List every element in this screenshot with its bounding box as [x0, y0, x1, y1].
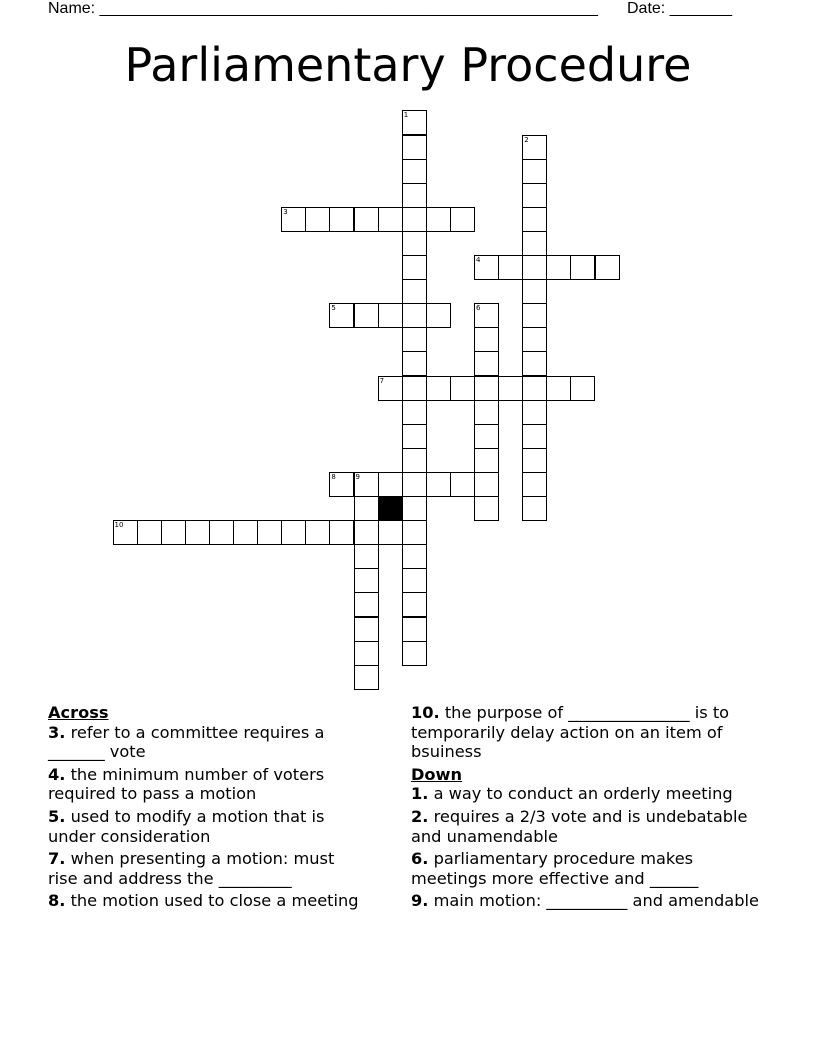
clue-number: 7. — [48, 849, 66, 869]
crossword-cell[interactable] — [474, 496, 499, 521]
crossword-cell[interactable] — [522, 135, 547, 160]
clue-across-5 — [48, 807, 368, 846]
clue-number-label: 6 — [476, 304, 481, 313]
crossword-cell[interactable] — [426, 303, 451, 328]
crossword-cell[interactable] — [378, 303, 403, 328]
clue-number-label: 5 — [331, 304, 336, 313]
crossword-cell[interactable] — [522, 448, 547, 473]
crossword-cell[interactable] — [402, 303, 427, 328]
clue-across-3 — [48, 723, 368, 762]
clue-number-label: 9 — [355, 472, 360, 481]
crossword-cell[interactable] — [354, 303, 379, 328]
clue-text: parliamentary procedure makes meetings more effective and ______ — [411, 849, 699, 888]
crossword-cell[interactable] — [570, 376, 595, 401]
clue-number: 9. — [411, 891, 429, 911]
crossword-cell[interactable] — [402, 351, 427, 376]
crossword-cell[interactable] — [426, 207, 451, 232]
clue-number: 4. — [48, 764, 66, 784]
crossword-cell[interactable] — [402, 159, 427, 184]
crossword-cell[interactable] — [402, 207, 427, 232]
crossword-cell[interactable] — [113, 520, 138, 545]
clue-text: a way to conduct an orderly meeting — [428, 784, 733, 804]
clue-text: requires a 2/3 vote and is undebatable and unamendable — [411, 806, 748, 846]
crossword-cell[interactable] — [522, 183, 547, 208]
crossword-cell[interactable] — [354, 207, 379, 232]
clue-text: when presenting a motion: must rise and address the _________ — [48, 849, 335, 888]
crossword-cell[interactable] — [209, 520, 234, 545]
crossword-cell[interactable] — [522, 351, 547, 376]
crossword-cell[interactable] — [402, 448, 427, 473]
crossword-cell[interactable] — [305, 520, 330, 545]
crossword-cell[interactable] — [426, 472, 451, 497]
black-cell — [378, 496, 403, 521]
crossword-cell[interactable] — [354, 496, 379, 521]
crossword-cell[interactable] — [402, 183, 427, 208]
crossword-cell[interactable] — [402, 544, 427, 569]
crossword-cell[interactable] — [402, 424, 427, 449]
crossword-cell[interactable] — [378, 472, 403, 497]
crossword-cell[interactable] — [474, 376, 499, 401]
clue-number: 3. — [48, 722, 66, 742]
crossword-cell[interactable] — [378, 207, 403, 232]
crossword-cell[interactable] — [522, 231, 547, 256]
down-heading: Down — [411, 764, 463, 784]
clue-across-4 — [48, 765, 368, 804]
crossword-cell[interactable] — [546, 255, 571, 280]
crossword-cell[interactable] — [402, 617, 427, 642]
crossword-cell[interactable] — [354, 641, 379, 666]
clue-text: the minimum number of voters required to pass a motion — [48, 764, 325, 804]
clue-number: 10. — [411, 703, 440, 722]
clue-number-label: 4 — [476, 256, 481, 264]
clue-text: refer to a committee requires a _______ vote — [48, 722, 325, 762]
clue-down-2 — [411, 807, 771, 846]
clue-number: 8. — [48, 891, 66, 911]
crossword-cell[interactable] — [402, 400, 427, 425]
clue-text: used to modify a motion that is under consideration — [48, 806, 325, 846]
crossword-cell[interactable] — [402, 279, 427, 304]
crossword-cell[interactable] — [378, 520, 403, 545]
clue-down-9 — [411, 891, 771, 911]
crossword-cell[interactable] — [402, 568, 427, 593]
crossword-cell[interactable] — [257, 520, 282, 545]
crossword-cell[interactable] — [498, 376, 523, 401]
crossword-cell[interactable] — [354, 617, 379, 642]
clue-number-label: 7 — [379, 376, 385, 385]
crossword-cell[interactable] — [402, 376, 427, 401]
clue-number: 5. — [48, 806, 66, 826]
clue-across-8 — [48, 891, 368, 911]
clue-number: 1. — [411, 784, 429, 804]
crossword-cell[interactable] — [402, 592, 427, 617]
clue-down-6 — [411, 849, 771, 888]
crossword-cell[interactable] — [450, 376, 475, 401]
crossword-cell[interactable] — [354, 592, 379, 617]
name-field[interactable]: Name: ________________________________________________________ — [48, 0, 598, 17]
crossword-cell[interactable] — [354, 665, 379, 690]
clue-number-label: 10 — [114, 521, 124, 530]
crossword-cell[interactable] — [402, 641, 427, 666]
crossword-cell[interactable] — [522, 496, 547, 521]
page-title: Parliamentary Procedure — [124, 38, 692, 92]
crossword-cell[interactable] — [522, 327, 547, 352]
crossword-cell[interactable] — [474, 472, 499, 497]
crossword-cell[interactable] — [474, 327, 499, 352]
crossword-cell[interactable] — [354, 544, 379, 569]
crossword-cell[interactable] — [474, 448, 499, 473]
across-heading: Across — [48, 703, 109, 722]
crossword-cell[interactable] — [281, 520, 306, 545]
crossword-cell[interactable] — [522, 255, 547, 280]
crossword-cell[interactable] — [329, 520, 354, 545]
crossword-cell[interactable] — [281, 207, 306, 232]
clue-text: the motion used to close a meeting — [65, 891, 359, 911]
crossword-cell[interactable] — [570, 255, 595, 280]
crossword-cell[interactable] — [402, 110, 427, 135]
crossword-cell[interactable] — [402, 255, 427, 280]
crossword-cell[interactable] — [402, 520, 427, 545]
clue-down-1 — [411, 784, 771, 804]
clue-number-label: 8 — [331, 472, 336, 481]
clue-number-label: 3 — [283, 207, 288, 216]
crossword-cell[interactable] — [233, 520, 258, 545]
clue-number-label: 1 — [403, 111, 409, 120]
crossword-cell[interactable] — [329, 303, 354, 328]
crossword-cell[interactable] — [378, 376, 403, 401]
crossword-cell[interactable] — [402, 472, 427, 497]
crossword-cell[interactable] — [522, 303, 547, 328]
clue-number: 2. — [411, 806, 429, 826]
crossword-cell[interactable] — [402, 135, 427, 160]
crossword-cell[interactable] — [402, 327, 427, 352]
crossword-cell[interactable] — [305, 207, 330, 232]
crossword-cell[interactable] — [354, 568, 379, 593]
crossword-cell[interactable] — [354, 520, 379, 545]
crossword-cell[interactable] — [474, 351, 499, 376]
crossword-cell[interactable] — [522, 207, 547, 232]
date-field[interactable]: Date: _______ — [627, 0, 732, 17]
crossword-cell[interactable] — [329, 207, 354, 232]
crossword-cell[interactable] — [137, 520, 162, 545]
crossword-cell[interactable] — [522, 279, 547, 304]
crossword-cell[interactable] — [402, 231, 427, 256]
crossword-cell[interactable] — [595, 255, 620, 280]
crossword-cell[interactable] — [402, 496, 427, 521]
crossword-cell[interactable] — [185, 520, 210, 545]
clue-across-7 — [48, 849, 368, 888]
crossword-cell[interactable] — [546, 376, 571, 401]
clue-text: main motion: __________ and amendable — [428, 891, 759, 911]
crossword-cell[interactable] — [161, 520, 186, 545]
clue-column-right — [411, 703, 771, 914]
clue-text: the purpose of _______________ is to temporarily delay action on an item of bsuiness — [411, 703, 730, 762]
clue-column-left — [48, 703, 368, 914]
crossword-cell[interactable] — [474, 424, 499, 449]
crossword-cell[interactable] — [450, 472, 475, 497]
crossword-cell[interactable] — [329, 472, 354, 497]
clue-number: 6. — [411, 849, 429, 869]
crossword-cell[interactable] — [498, 255, 523, 280]
crossword-cell[interactable] — [426, 376, 451, 401]
clue-across-10 — [411, 703, 771, 762]
crossword-cell[interactable] — [474, 255, 499, 280]
crossword-cell[interactable] — [522, 376, 547, 401]
crossword-cell[interactable] — [522, 159, 547, 184]
crossword-cell[interactable] — [522, 400, 547, 425]
crossword-cell[interactable] — [354, 472, 379, 497]
crossword-cell[interactable] — [474, 400, 499, 425]
crossword-cell[interactable] — [522, 472, 547, 497]
clue-number-label: 2 — [524, 135, 529, 144]
crossword-cell[interactable] — [474, 303, 499, 328]
crossword-cell[interactable] — [450, 207, 475, 232]
crossword-cell[interactable] — [522, 424, 547, 449]
